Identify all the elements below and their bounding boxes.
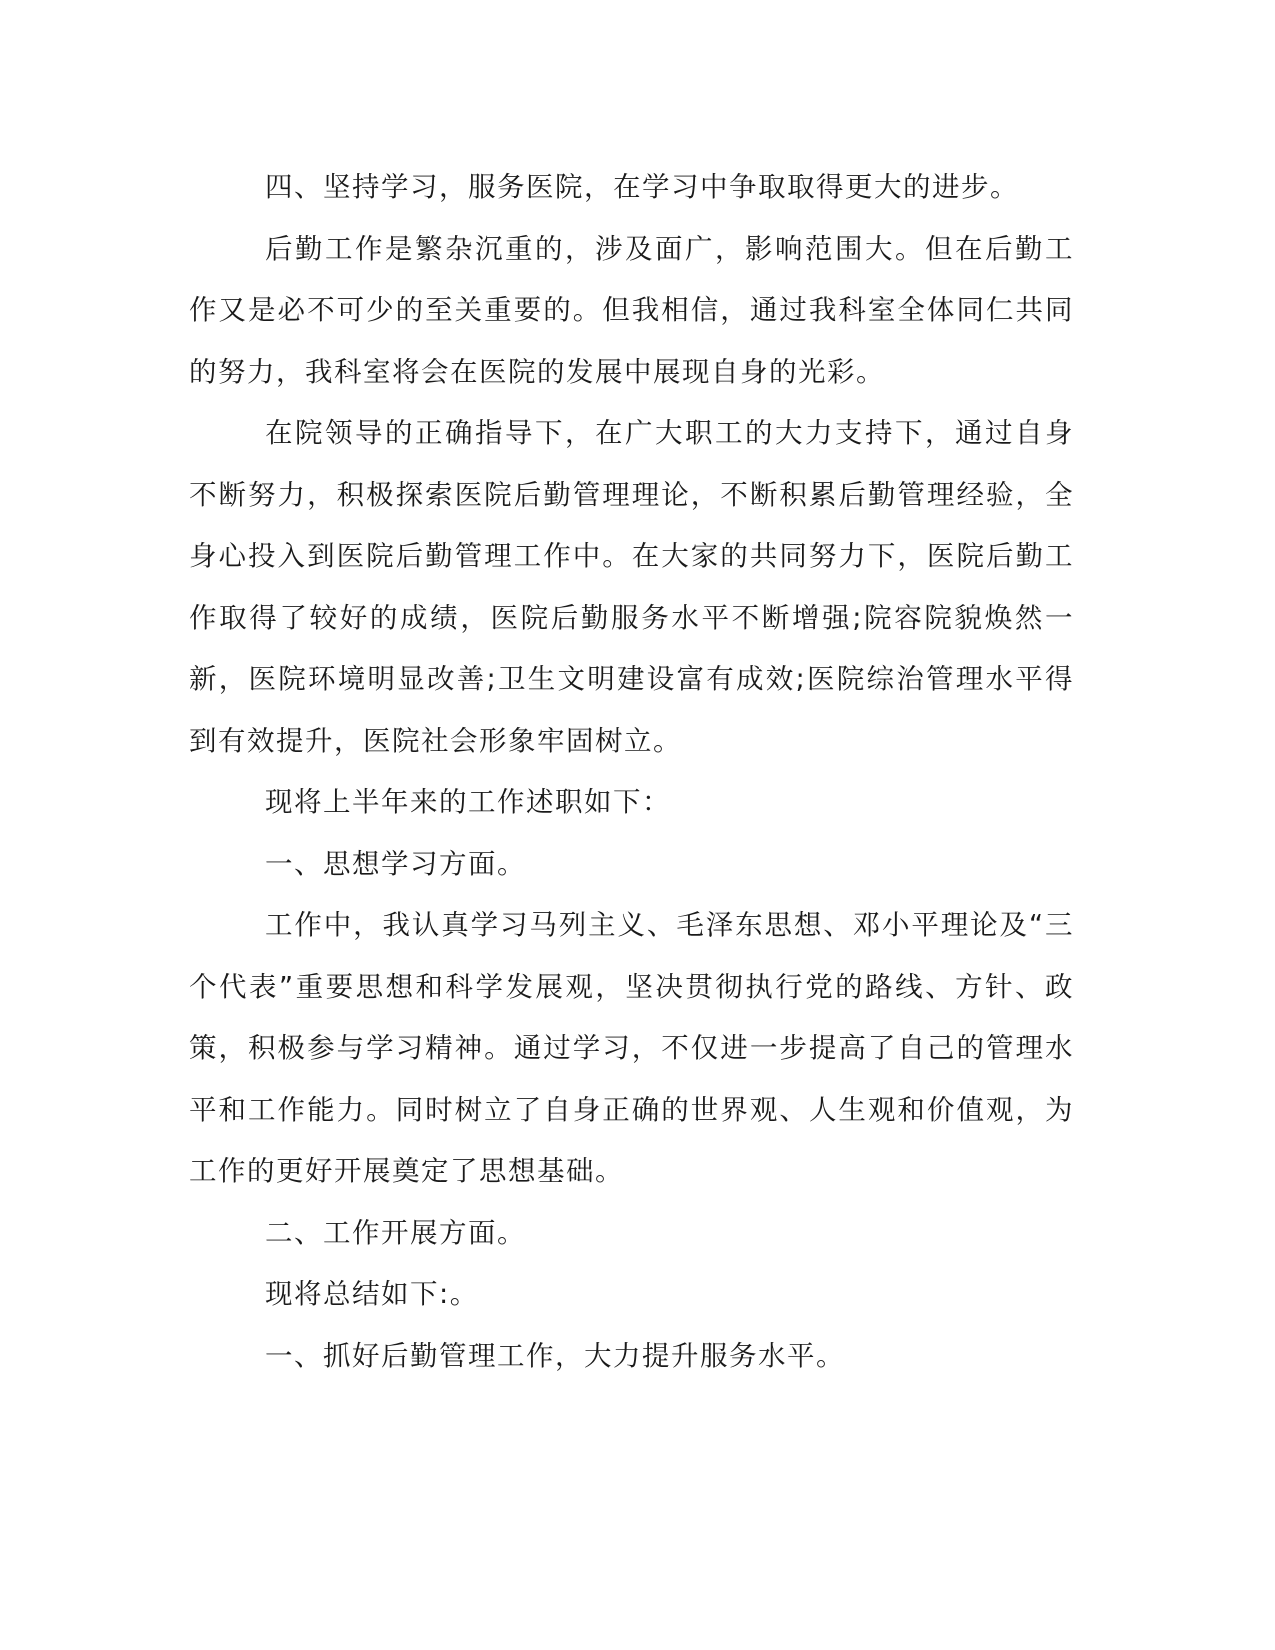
paragraph-thought-study: 工作中，我认真学习马列主义、毛泽东思想、邓小平理论及“三个代表”重要思想和科学发展观，坚决贯彻执行党的路线、方针、政策，积极参与学习精神。通过学习，不仅进一步提高了自己的管理水平和工作能力。同时树立了自身正确的世界观、人生观和价值观，为工作的更好开展奠定了思想基础。 <box>189 909 1074 1187</box>
document-body <box>189 157 1074 1387</box>
paragraph-logistics-intro: 后勤工作是繁杂沉重的，涉及面广，影响范围大。但在后勤工作又是必不可少的至关重要的。但我相信，通过我科室全体同仁共同的努力，我科室将会在医院的发展中展现自身的光彩。 <box>189 232 1074 388</box>
paragraph-heading-work: 二、工作开展方面。 <box>265 1216 526 1249</box>
paragraph-heading-thought-study: 一、思想学习方面。 <box>265 847 526 880</box>
paragraph-report-intro: 现将上半年来的工作述职如下： <box>265 786 671 818</box>
paragraph-heading-four: 四、坚持学习，服务医院，在学习中争取取得更大的进步。 <box>265 171 1019 203</box>
paragraph-summary-intro: 现将总结如下:。 <box>265 1278 479 1310</box>
paragraph-heading-management: 一、抓好后勤管理工作，大力提升服务水平。 <box>265 1339 845 1372</box>
paragraph-achievements: 在院领导的正确指导下，在广大职工的大力支持下，通过自身不断努力，积极探索医院后勤管理理论，不断积累后勤管理经验，全身心投入到医院后勤管理工作中。在大家的共同努力下，医院后勤工作取得了较好的成绩，医院后勤服务水平不断增强;院容院貌焕然一新，医院环境明显改善;卫生文明建设富有成效;医院综治管理水平得到有效提升，医院社会形象牢固树立。 <box>189 417 1074 757</box>
